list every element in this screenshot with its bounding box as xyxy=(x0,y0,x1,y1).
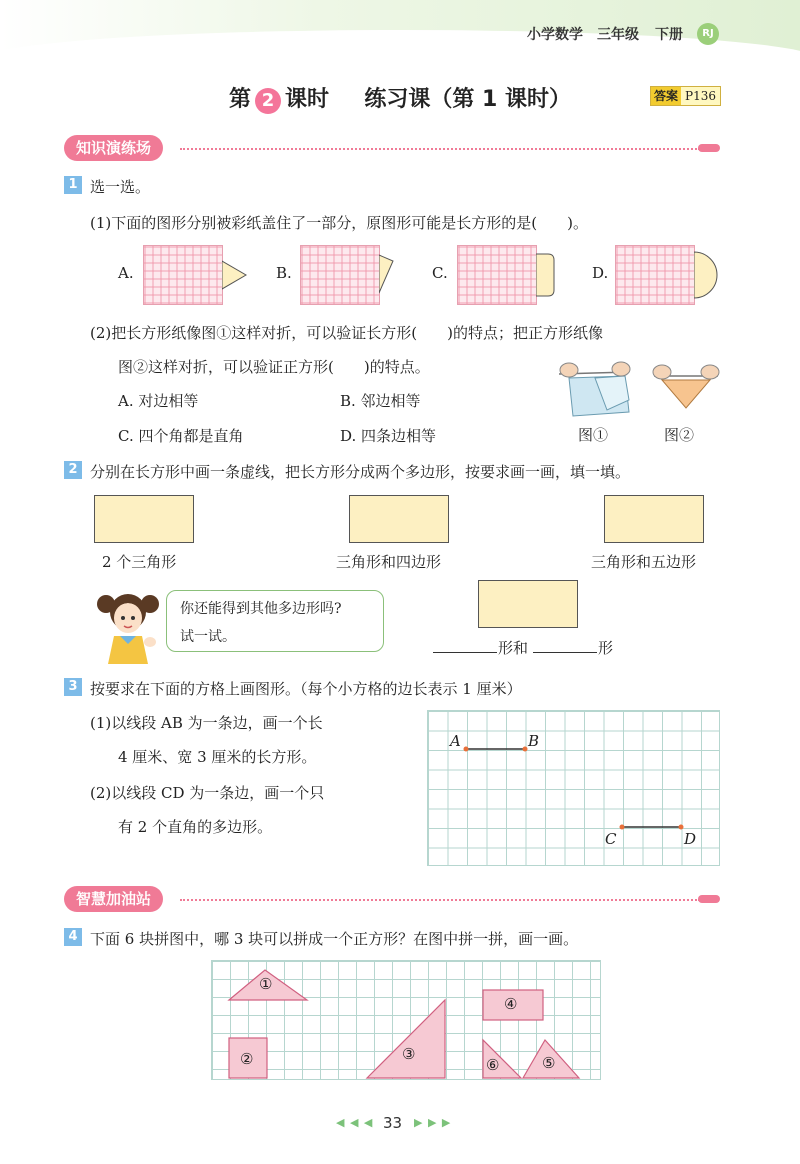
pencil-icon-2 xyxy=(698,895,720,903)
option-b-label: B. xyxy=(276,264,292,282)
bubble-line-1: 你还能得到其他多边形吗? xyxy=(180,601,342,617)
title-suffix: 课时 xyxy=(285,87,330,112)
question-number-3: 3 xyxy=(64,678,82,696)
q1-part2-line2: 图②这样对折，可以验证正方形( )的特点。 xyxy=(118,358,430,376)
q3-p2-line2: 有 2 个直角的多边形。 xyxy=(118,818,273,836)
point-c-label: C xyxy=(605,830,617,848)
title-prefix: 第 xyxy=(228,87,251,112)
footer-left-arrows: ◀ ◀ ◀ xyxy=(336,1116,374,1129)
q3-p2-line1: (2)以线段 CD 为一条边，画一个只 xyxy=(90,784,325,802)
bubble-line-2: 试一试。 xyxy=(180,629,236,645)
rectangle-2 xyxy=(349,495,449,543)
option-b-shape xyxy=(379,253,399,295)
section-practice: 知识演练场 xyxy=(64,135,163,161)
q3-p1-line1: (1)以线段 AB 为一条边，画一个长 xyxy=(90,714,323,732)
page-number: 33 xyxy=(383,1114,403,1132)
section-wisdom: 智慧加油站 xyxy=(64,886,163,912)
point-a-label: A xyxy=(450,732,461,750)
header-grade: 三年级 xyxy=(597,27,639,43)
piece-4-label: ④ xyxy=(504,995,518,1013)
figure-2-label: 图② xyxy=(664,426,695,444)
point-b-label: B xyxy=(528,732,540,750)
answer-reference xyxy=(650,86,721,106)
piece-2-label: ② xyxy=(240,1050,254,1068)
title-main: 练习课（第 1 课时） xyxy=(364,87,571,112)
q3-stem: 按要求在下面的方格上画图形。（每个小方格的边长表示 1 厘米） xyxy=(90,680,522,698)
option-b-paper xyxy=(300,245,380,305)
lesson-number-badge: 2 xyxy=(255,88,281,114)
piece-6-label: ⑥ xyxy=(486,1056,500,1074)
choice-d: D. 四条边相等 xyxy=(340,427,437,445)
section-divider xyxy=(180,148,700,150)
fill-mid: 形和 xyxy=(498,639,529,657)
question-number-2: 2 xyxy=(64,461,82,479)
rectangle-4 xyxy=(478,580,578,628)
section-divider-2 xyxy=(180,899,700,901)
header-volume: 下册 xyxy=(655,27,683,43)
pencil-icon xyxy=(698,144,720,152)
option-d-label: D. xyxy=(592,264,609,282)
option-d-paper xyxy=(615,245,695,305)
choice-c: C. 四个角都是直角 xyxy=(118,427,244,445)
rectangle-1 xyxy=(94,495,194,543)
option-d-semicircle xyxy=(694,250,720,300)
footer-right-arrows: ▶ ▶ ▶ xyxy=(414,1116,452,1129)
option-a-triangle xyxy=(222,259,248,291)
blank-1[interactable] xyxy=(433,652,497,653)
fill-end: 形 xyxy=(598,639,614,657)
puzzle-piece-3 xyxy=(367,1000,445,1078)
answer-page: P136 xyxy=(685,89,716,103)
fold-square-illustration xyxy=(650,360,722,422)
q1-part2-line1: (2)把长方形纸像图①这样对折，可以验证长方形( )的特点；把正方形纸像 xyxy=(90,324,603,342)
option-c-paper xyxy=(457,245,537,305)
edition-badge: RJ xyxy=(697,23,719,45)
q1-stem: 选一选。 xyxy=(90,178,151,196)
q2-stem: 分别在长方形中画一条虚线，把长方形分成两个多边形，按要求画一画，填一填。 xyxy=(90,463,631,481)
answer-label: 答案 xyxy=(651,87,681,105)
option-a-paper xyxy=(143,245,223,305)
choice-b: B. 邻边相等 xyxy=(340,392,421,410)
blank-2[interactable] xyxy=(533,652,597,653)
option-a-label: A. xyxy=(118,264,134,282)
caption-triangle-quadrilateral: 三角形和四边形 xyxy=(336,553,442,571)
option-c-label: C. xyxy=(432,264,448,282)
question-number-1: 1 xyxy=(64,176,82,194)
caption-triangle-pentagon: 三角形和五边形 xyxy=(591,553,697,571)
q3-p1-line2: 4 厘米、宽 3 厘米的长方形。 xyxy=(118,748,317,766)
figure-1-label: 图① xyxy=(578,426,609,444)
piece-1-label: ① xyxy=(259,975,273,993)
q4-stem: 下面 6 块拼图中，哪 3 块可以拼成一个正方形？在图中拼一拼，画一画。 xyxy=(90,930,579,948)
header-subject: 小学数学 xyxy=(527,27,583,43)
point-d-label: D xyxy=(684,830,697,848)
choice-a: A. 对边相等 xyxy=(118,392,199,410)
girl-avatar xyxy=(92,586,164,666)
fold-rectangle-illustration xyxy=(555,360,635,422)
q1-part1: (1)下面的图形分别被彩纸盖住了一部分，原图形可能是长方形的是( )。 xyxy=(90,214,588,232)
piece-5-label: ⑤ xyxy=(542,1054,556,1072)
caption-two-triangles: 2 个三角形 xyxy=(102,553,177,571)
piece-3-label: ③ xyxy=(402,1045,416,1063)
option-c-shape xyxy=(536,252,558,298)
question-number-4: 4 xyxy=(64,928,82,946)
rectangle-3 xyxy=(604,495,704,543)
q3-segments xyxy=(427,710,720,866)
